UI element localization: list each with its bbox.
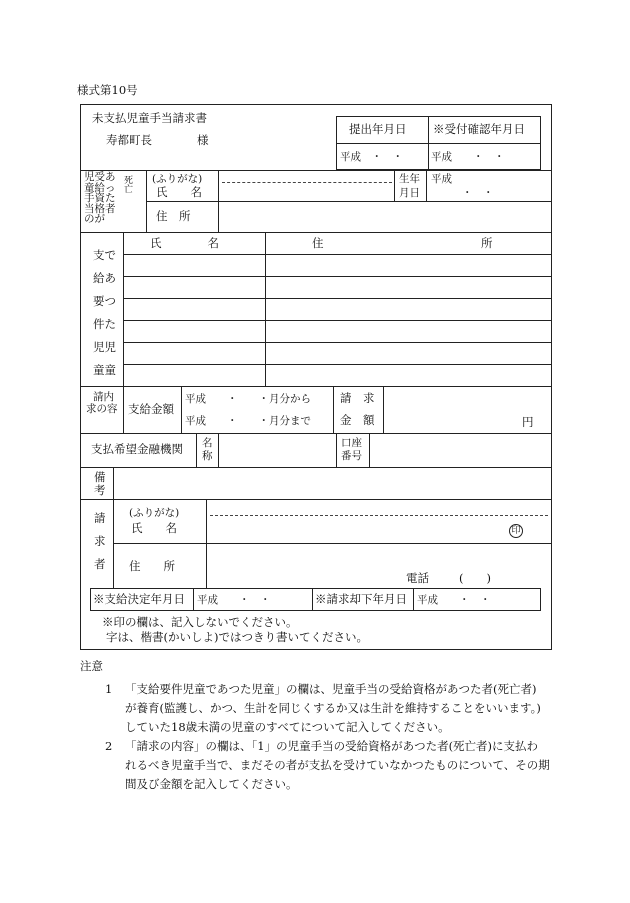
payment-decision-value: 平成 ・ ・: [197, 594, 271, 606]
claim-amount-label-2: 金 額: [340, 413, 375, 427]
children-side-label-2: 給あ: [93, 271, 116, 285]
remarks-label-2: 考: [94, 483, 106, 497]
account-label-1: 口座: [341, 437, 362, 449]
note-2-line-2: れるべき児童手当で、まだその者が支払を受けていなかつたものについて、その期: [125, 758, 550, 772]
note-1-line-2: が養育(監護し、かつ、生計を同じくするか又は生計を維持することをいいます。): [125, 701, 541, 715]
claimant-address-field[interactable]: [210, 546, 548, 568]
note-1-line-1: 「支給要件児童であつた児童」の欄は、児童手当の受給資格があつた者(死亡者): [125, 682, 537, 696]
claim-amount-field[interactable]: [386, 388, 516, 430]
note-1-number: 1: [105, 682, 113, 696]
form-number: 様式第10号: [77, 83, 138, 97]
child-address-field[interactable]: [267, 344, 550, 363]
rejection-label: ※請求却下年月日: [315, 592, 407, 606]
yen-unit: 円: [522, 415, 534, 429]
phone-label: 電話: [406, 571, 429, 585]
phone-field[interactable]: ( ): [459, 571, 491, 585]
child-name-field[interactable]: [125, 278, 263, 297]
children-address-header-1: 住: [312, 236, 324, 250]
claimant-name-label: 氏 名: [131, 521, 177, 535]
note-1-line-3: していた18歳未満の児童のすべてについて記入してください。: [125, 720, 450, 734]
bank-name-label-1: 名: [202, 437, 213, 449]
claimant-name-field[interactable]: [210, 518, 500, 540]
birth-era: 平成: [431, 173, 452, 185]
child-name-field[interactable]: [125, 366, 263, 385]
addressee-honorific: 様: [197, 133, 209, 147]
children-side-label-5: 児児: [93, 340, 116, 354]
child-address-field[interactable]: [267, 366, 550, 385]
children-side-label-1: 支で: [93, 248, 116, 262]
claimant-side-label-1: 請: [94, 511, 106, 525]
form-title: 未支払児童手当請求書: [92, 111, 207, 125]
deceased-furigana-label: (ふりがな): [152, 173, 203, 185]
children-name-header: 氏 名: [150, 236, 219, 250]
child-address-field[interactable]: [267, 300, 550, 319]
bank-name-label-2: 称: [202, 450, 213, 462]
deceased-name-label: 氏 名: [156, 185, 202, 199]
child-name-field[interactable]: [125, 256, 263, 275]
birth-date-field[interactable]: ・ ・: [462, 187, 494, 199]
bank-name-field[interactable]: [221, 436, 333, 464]
account-label-2: 番号: [341, 450, 362, 462]
children-side-label-3: 要つ: [93, 294, 116, 308]
claim-side-label-1: 請内: [93, 391, 114, 403]
note-2-line-1: 「請求の内容」の欄は、「1」の児童手当の受給資格があつた者(死亡者)に支払わ: [125, 739, 539, 753]
amount-label: 支給金額: [128, 402, 174, 416]
note-2-number: 2: [105, 739, 113, 753]
deceased-address-label: 住 所: [156, 209, 191, 223]
claimant-side-label-3: 者: [94, 557, 106, 571]
receipt-date-label: ※受付確認年月日: [433, 122, 525, 136]
deceased-side-label: 児受あ 童給っ 手資た 当格者 のが: [84, 171, 116, 225]
period-from-field[interactable]: 平成 ・ ・月分から: [185, 393, 311, 405]
receipt-date-field: 平成 ・ ・: [431, 151, 505, 163]
note-2-line-3: 間及び金額を記入してください。: [125, 777, 298, 791]
deceased-name-field[interactable]: [224, 172, 390, 198]
child-address-field[interactable]: [267, 278, 550, 297]
bank-label: 支払希望金融機関: [91, 442, 183, 456]
claimant-address-label: 住 所: [129, 559, 175, 573]
account-number-field[interactable]: [372, 436, 549, 464]
remarks-label-1: 備: [94, 470, 106, 484]
footnote-2: 字は、楷書(かいしよ)ではつきり書いてください。: [106, 630, 368, 644]
birth-label-1: 生年: [399, 173, 420, 185]
child-address-field[interactable]: [267, 256, 550, 275]
seal-mark: 印: [509, 524, 523, 538]
children-side-label-6: 童童: [93, 363, 116, 377]
child-name-field[interactable]: [125, 322, 263, 341]
claim-side-label-2: 求の容: [86, 403, 118, 415]
addressee-town: 寿都町長: [106, 133, 152, 147]
remarks-field[interactable]: [116, 470, 549, 497]
children-address-header-2: 所: [481, 236, 493, 250]
submit-date-field[interactable]: 平成 ・ ・: [340, 151, 403, 163]
rejection-value: 平成 ・ ・: [417, 594, 491, 606]
submit-date-label: 提出年月日: [349, 122, 407, 136]
notes-heading: 注意: [80, 659, 103, 673]
child-name-field[interactable]: [125, 344, 263, 363]
footnote-1: ※印の欄は、記入しないでください。: [102, 615, 298, 629]
child-name-field[interactable]: [125, 300, 263, 319]
child-address-field[interactable]: [267, 322, 550, 341]
deceased-paren-label: 死亡: [124, 176, 134, 195]
claim-amount-label-1: 請 求: [340, 391, 375, 405]
period-to-field[interactable]: 平成 ・ ・月分まで: [185, 415, 311, 427]
children-side-label-4: 件た: [93, 317, 116, 331]
deceased-address-field[interactable]: [222, 204, 548, 230]
claimant-furigana-label: (ふりがな): [129, 507, 180, 519]
birth-label-2: 月日: [399, 187, 420, 199]
payment-decision-label: ※支給決定年月日: [93, 592, 185, 606]
claimant-side-label-2: 求: [94, 534, 106, 548]
